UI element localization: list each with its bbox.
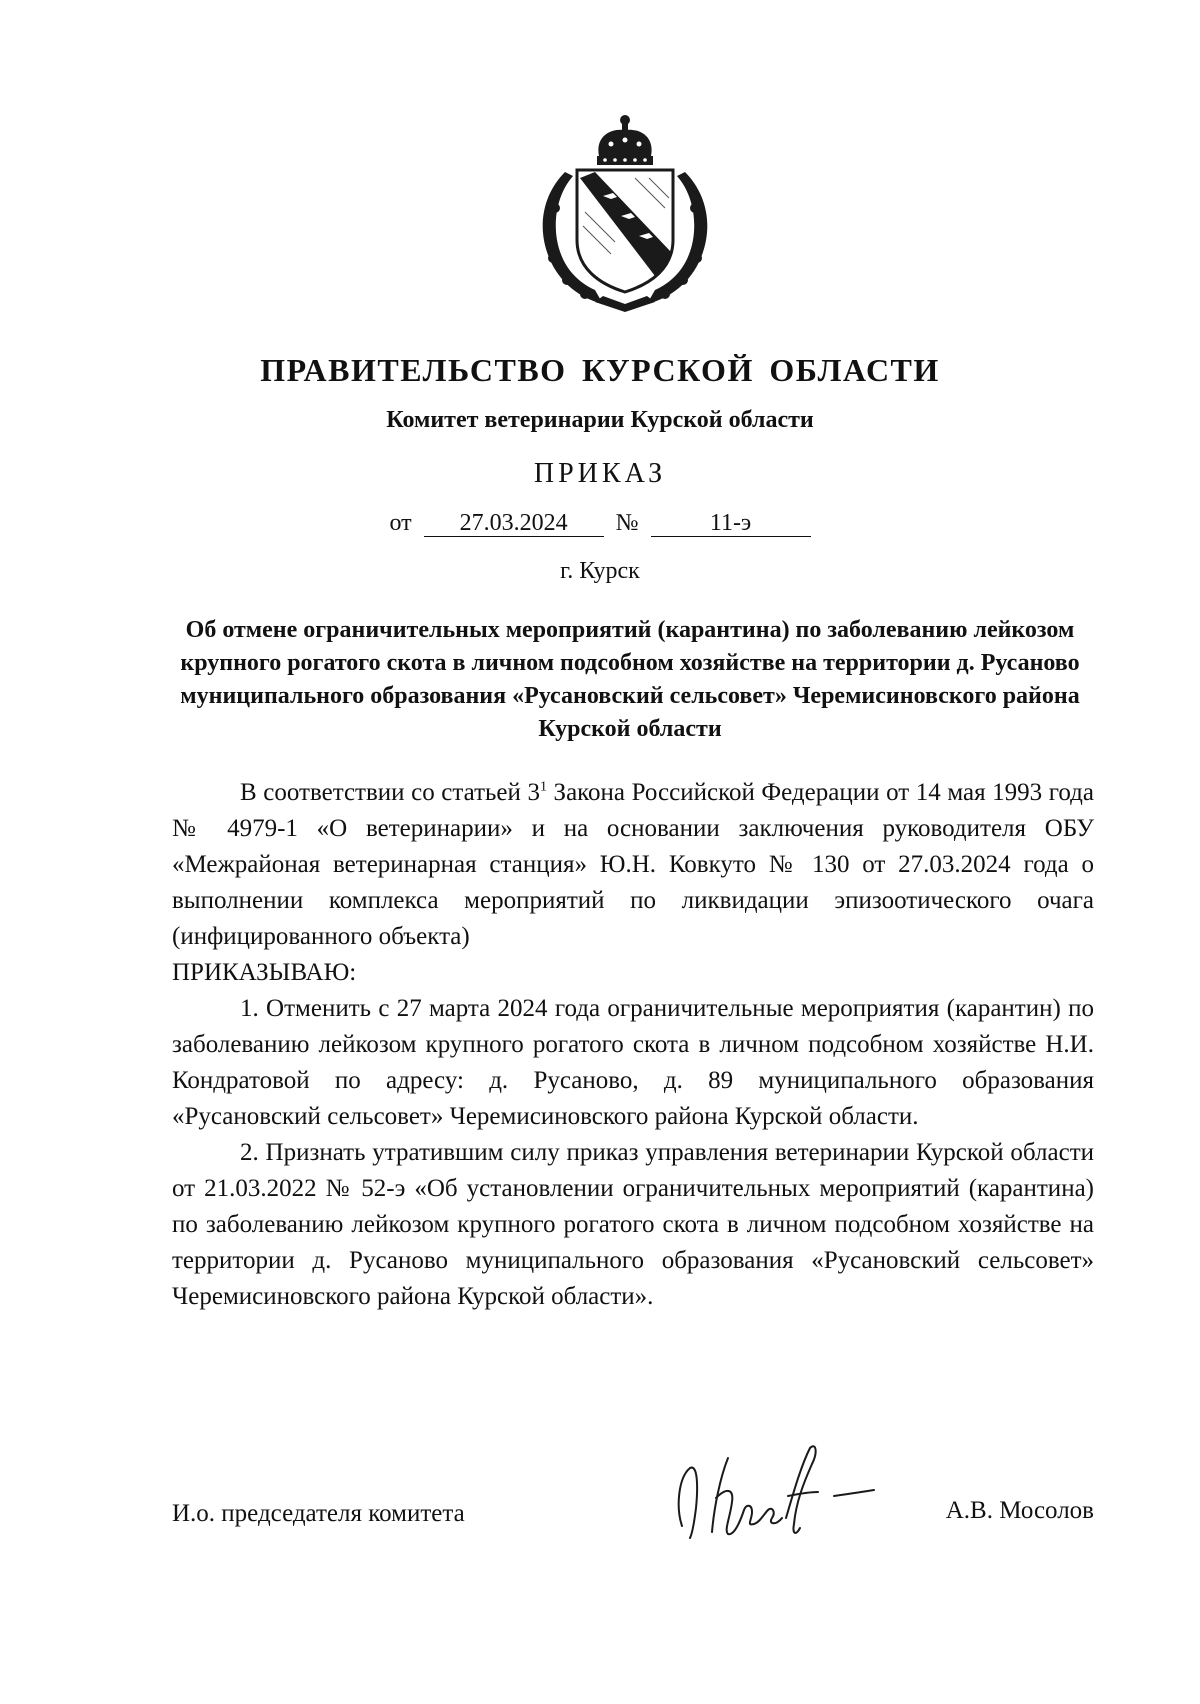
order-item-2: 2. Признать утратившим силу приказ управления ветеринарии Курской области от 21.03.2022 № 52-э «Об установлении ограничительных мероприятий (карантина) по заболеванию лейкозом крупного рогатого скота в личном подсобном хозяйстве на территории д. Русаново муниципального образования «Русановский сельсовет» Черемисиновского района Курской области».: [172, 1139, 1094, 1310]
order-subject: Об отмене ограничительных мероприятий (карантина) по заболеванию лейкозом крупного рогатого скота в личном подсобном хозяйстве на территории д. Русаново муниципального образования «Русановский сельсовет» Черемисиновского района Курской области: [180, 617, 1080, 742]
order-item-1: 1. Отменить с 27 марта 2024 года ограничительные мероприятия (карантин) по заболеванию лейкозом крупного рогатого скота в личном подсобном хозяйстве Н.И. Кондратовой по адресу: д. Русаново, д. 89 муниципального образования «Русановский сельсовет» Черемисиновского района Курской области.: [172, 995, 1094, 1130]
document-type: ПРИКАЗ: [533, 458, 667, 489]
order-date-number: [0, 510, 1200, 537]
handwritten-signature: [668, 1438, 898, 1548]
government-title: ПРАВИТЕЛЬСТВО КУРСКОЙ ОБЛАСТИ: [260, 352, 940, 388]
committee-name: Комитет ветеринарии Курской области: [386, 407, 814, 433]
city: г. Курск: [560, 558, 640, 584]
order-date: 27.03.2024: [424, 510, 604, 537]
signatory-name: А.В. Мосолов: [945, 1497, 1094, 1524]
date-prefix: от: [389, 510, 412, 536]
number-sign: №: [615, 510, 639, 536]
order-directive: ПРИКАЗЫВАЮ:: [172, 959, 357, 986]
article-superscript: 1: [539, 779, 547, 795]
signatory-role: И.о. председателя комитета: [172, 1500, 465, 1527]
order-number: 11-э: [651, 510, 811, 537]
preamble-paragraph: В соответствии со статьей $3^1$ Закона Российской Федерации от 14 мая 1993 года № 4979-1 «О ветеринарии» и на основании заключения руководителя ОБУ «Межрайоная ветеринарная станция» Ю.Н. Ковкуто № 130 от 27.03.2024 года о выполнении комплекса мероприятий по ликвидации эпизоотического очага (инфицированного объекта): [172, 779, 1094, 950]
coat-of-arms-emblem: [525, 112, 725, 314]
order-body: [172, 775, 1094, 1315]
